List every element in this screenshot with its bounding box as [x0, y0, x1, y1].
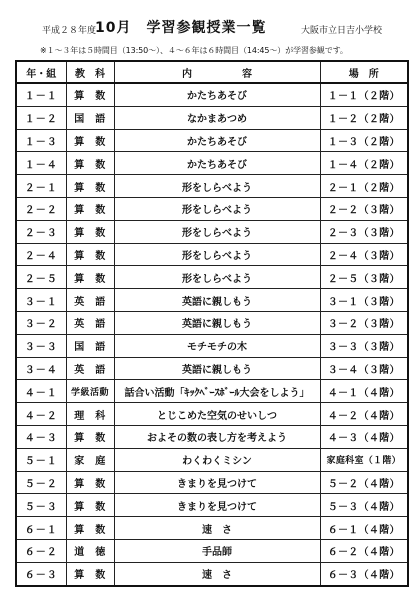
- table-row: [16, 471, 408, 494]
- subject-cell: 道 徳: [66, 539, 114, 562]
- subject-cell: 英 語: [66, 311, 114, 334]
- table-row: [16, 562, 408, 585]
- header-content: 内 容: [114, 61, 320, 83]
- grade-cell: １－４: [16, 152, 66, 175]
- table-row: [16, 539, 408, 562]
- grade-cell: ５－３: [16, 494, 66, 517]
- content-cell: 形をしらべよう: [114, 243, 320, 266]
- content-cell: 形をしらべよう: [114, 266, 320, 289]
- subject-cell: 算 数: [66, 129, 114, 152]
- grade-cell: ２－５: [16, 266, 66, 289]
- place-cell: ６－３（４階）: [320, 562, 408, 585]
- place-cell: １－４（２階）: [320, 152, 408, 175]
- content-cell: 速 さ: [114, 562, 320, 585]
- table-row: [16, 175, 408, 198]
- grade-cell: １－２: [16, 106, 66, 129]
- table-row: [16, 357, 408, 380]
- subject-cell: 算 数: [66, 197, 114, 220]
- table-row: [16, 311, 408, 334]
- header-grade: 年・組: [16, 61, 66, 83]
- content-cell: 形をしらべよう: [114, 197, 320, 220]
- place-cell: ２－２（３階）: [320, 197, 408, 220]
- content-cell: かたちあそび: [114, 83, 320, 106]
- subject-cell: 算 数: [66, 471, 114, 494]
- table-row: [16, 129, 408, 152]
- subject-cell: 算 数: [66, 517, 114, 540]
- subject-cell: 英 語: [66, 289, 114, 312]
- grade-cell: ２－３: [16, 220, 66, 243]
- place-cell: ２－４（３階）: [320, 243, 408, 266]
- grade-cell: ２－２: [16, 197, 66, 220]
- place-cell: ３－２（３階）: [320, 311, 408, 334]
- content-cell: 英語に親しもう: [114, 311, 320, 334]
- content-cell: かたちあそび: [114, 152, 320, 175]
- content-cell: きまりを見つけて: [114, 471, 320, 494]
- table-row: [16, 197, 408, 220]
- subject-cell: 家 庭: [66, 448, 114, 471]
- content-cell: なかまあつめ: [114, 106, 320, 129]
- place-cell: ６－１（４階）: [320, 517, 408, 540]
- grade-cell: ２－１: [16, 175, 66, 198]
- subject-cell: 学級活動: [66, 380, 114, 403]
- table-row: [16, 403, 408, 426]
- grade-cell: ４－１: [16, 380, 66, 403]
- school-year: 平成２８年度: [42, 26, 97, 36]
- content-cell: きまりを見つけて: [114, 494, 320, 517]
- subject-cell: 国 語: [66, 106, 114, 129]
- content-cell: 速 さ: [114, 517, 320, 540]
- content-cell: 形をしらべよう: [114, 175, 320, 198]
- place-cell: ３－１（３階）: [320, 289, 408, 312]
- class-schedule-table: [15, 60, 409, 587]
- page-title: 10月 学習参観授業一覧: [95, 20, 267, 36]
- content-cell: かたちあそび: [114, 129, 320, 152]
- school-name: 大阪市立日吉小学校: [300, 26, 382, 36]
- place-cell: ３－４（３階）: [320, 357, 408, 380]
- subject-cell: 算 数: [66, 220, 114, 243]
- place-cell: ５－２（４階）: [320, 471, 408, 494]
- page-header: [0, 0, 420, 60]
- place-cell: ４－３（４階）: [320, 425, 408, 448]
- content-cell: 英語に親しもう: [114, 357, 320, 380]
- table-row: [16, 289, 408, 312]
- content-cell: とじこめた空気のせいしつ: [114, 403, 320, 426]
- subject-cell: 算 数: [66, 425, 114, 448]
- grade-cell: １－１: [16, 83, 66, 106]
- grade-cell: ４－２: [16, 403, 66, 426]
- subject-cell: 理 科: [66, 403, 114, 426]
- grade-cell: １－３: [16, 129, 66, 152]
- table-row: [16, 106, 408, 129]
- table-row: [16, 517, 408, 540]
- table-row: [16, 220, 408, 243]
- subject-cell: 国 語: [66, 334, 114, 357]
- header-place: 場 所: [320, 61, 408, 83]
- table-row: [16, 494, 408, 517]
- schedule-note: ※１～３年は５時間目（13:50～）、４～６年は６時間目（14:45～）が学習参観です。: [40, 46, 348, 55]
- grade-cell: ５－２: [16, 471, 66, 494]
- place-cell: ５－３（４階）: [320, 494, 408, 517]
- grade-cell: ３－１: [16, 289, 66, 312]
- grade-cell: ３－４: [16, 357, 66, 380]
- table-row: [16, 152, 408, 175]
- grade-cell: ６－１: [16, 517, 66, 540]
- table-row: [16, 448, 408, 471]
- subject-cell: 算 数: [66, 266, 114, 289]
- content-cell: わくわくミシン: [114, 448, 320, 471]
- subject-cell: 算 数: [66, 243, 114, 266]
- header-subject: 教 科: [66, 61, 114, 83]
- content-cell: 形をしらべよう: [114, 220, 320, 243]
- place-cell: １－３（２階）: [320, 129, 408, 152]
- place-cell: ６－２（４階）: [320, 539, 408, 562]
- subject-cell: 算 数: [66, 152, 114, 175]
- place-cell: ３－３（３階）: [320, 334, 408, 357]
- content-cell: 英語に親しもう: [114, 289, 320, 312]
- grade-cell: ６－３: [16, 562, 66, 585]
- content-cell: 手品師: [114, 539, 320, 562]
- place-cell: ２－３（３階）: [320, 220, 408, 243]
- place-cell: 家庭科室（１階）: [320, 448, 408, 471]
- table-row: [16, 243, 408, 266]
- table-row: [16, 380, 408, 403]
- table-row: [16, 425, 408, 448]
- grade-cell: ４－３: [16, 425, 66, 448]
- table-row: [16, 334, 408, 357]
- content-cell: およその数の表し方を考えよう: [114, 425, 320, 448]
- content-cell: 話合い活動「ｷｯｸﾍﾞｰｽﾎﾞｰﾙ大会をしよう」: [114, 380, 320, 403]
- table-row: [16, 266, 408, 289]
- place-cell: ４－２（４階）: [320, 403, 408, 426]
- subject-cell: 英 語: [66, 357, 114, 380]
- grade-cell: ３－２: [16, 311, 66, 334]
- table-row: [16, 83, 408, 106]
- subject-cell: 算 数: [66, 83, 114, 106]
- place-cell: ２－１（２階）: [320, 175, 408, 198]
- grade-cell: ３－３: [16, 334, 66, 357]
- place-cell: ２－５（３階）: [320, 266, 408, 289]
- subject-cell: 算 数: [66, 494, 114, 517]
- place-cell: ４－１（４階）: [320, 380, 408, 403]
- grade-cell: ５－１: [16, 448, 66, 471]
- content-cell: モチモチの木: [114, 334, 320, 357]
- subject-cell: 算 数: [66, 175, 114, 198]
- subject-cell: 算 数: [66, 562, 114, 585]
- place-cell: １－１（２階）: [320, 83, 408, 106]
- grade-cell: ６－２: [16, 539, 66, 562]
- place-cell: １－２（２階）: [320, 106, 408, 129]
- table-header-row: [16, 61, 408, 83]
- grade-cell: ２－４: [16, 243, 66, 266]
